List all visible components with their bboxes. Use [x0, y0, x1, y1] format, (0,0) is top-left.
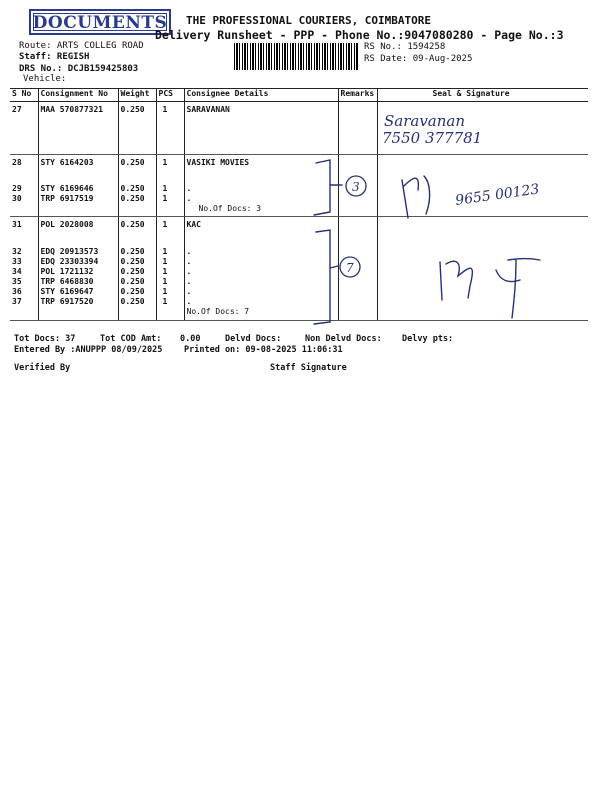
consignee-name: SARAVANAN — [184, 102, 338, 115]
rs-number: RS No.: 1594258 — [364, 42, 446, 52]
bracket-mark — [314, 160, 330, 215]
company-name: THE PROFESSIONAL COURIERS, COIMBATORE — [186, 14, 432, 27]
consignee-name: KAC — [184, 217, 338, 230]
table-row: 29 STY 6169646 0.250 1 . — [10, 184, 588, 194]
signature-scribble — [440, 261, 472, 300]
docs-count-label: No.Of Docs: 7 — [184, 307, 338, 320]
bracket-mark — [314, 230, 330, 324]
total-cod-label: Tot COD Amt: — [100, 334, 162, 344]
table-row: 37 TRP 6917520 0.250 1 . — [10, 297, 588, 307]
consignee-name: VASIKI MOVIES — [184, 154, 338, 167]
staff: Staff: REGISH — [19, 52, 90, 62]
table-row: 32 EDQ 20913573 0.250 1 . — [10, 247, 588, 257]
runsheet-title: Delivery Runsheet - PPP - Phone No.:9047080280 - Page No.:3 — [155, 28, 564, 42]
col-weight: Weight — [118, 89, 156, 102]
table-row: 35 TRP 6468830 0.250 1 . — [10, 277, 588, 287]
route: Route: ARTS COLLEG ROAD — [19, 41, 144, 51]
table-row: 36 STY 6169647 0.250 1 . — [10, 287, 588, 297]
handwritten-count-2: 7 — [346, 261, 354, 275]
rs-date: RS Date: 09-Aug-2025 — [364, 54, 473, 64]
staff-signature-label: Staff Signature — [270, 363, 347, 373]
total-docs: Tot Docs: 37 — [14, 334, 76, 344]
entered-by: Entered By :ANUPPP 08/09/2025 — [14, 345, 163, 355]
delivered-docs: Delvd Docs: — [225, 334, 282, 344]
verified-by: Verified By — [14, 363, 71, 373]
documents-stamp: DOCUMENTS — [29, 9, 171, 35]
vehicle: Vehicle: — [23, 74, 67, 84]
handwritten-name: Saravanan — [384, 112, 466, 130]
col-seal-signature: Seal & Signature — [377, 89, 588, 102]
table-row: 27 MAA 570877321 0.250 1 SARAVANAN — [10, 102, 588, 115]
delivery-points: Delvy pts: — [402, 334, 454, 344]
printed-on: Printed on: 09-08-2025 11:06:31 — [184, 345, 343, 355]
table-row: 34 POL 1721132 0.250 1 . — [10, 267, 588, 277]
handwritten-phone: 7550 377781 — [382, 129, 483, 147]
table-row: 31 POL 2028008 0.250 1 KAC — [10, 217, 588, 230]
col-consignee: Consignee Details — [184, 89, 338, 102]
handwritten-phone-2: 9655 00123 — [454, 181, 541, 209]
handwritten-count: 3 — [352, 180, 360, 194]
col-pcs: PCS — [156, 89, 184, 102]
docs-count-label: No.Of Docs: 3 — [184, 204, 338, 217]
total-cod-value: 0.00 — [180, 334, 201, 344]
signature-scribble — [402, 176, 430, 218]
table-row: 28 STY 6164203 0.250 1 VASIKI MOVIES — [10, 154, 588, 167]
table-row: 30 TRP 6917519 0.250 1 . — [10, 194, 588, 204]
non-delivered-docs: Non Delvd Docs: — [305, 334, 382, 344]
col-remarks: Remarks — [338, 89, 377, 102]
col-sno: S No — [10, 89, 38, 102]
drs-number: DRS No.: DCJB159425803 — [19, 64, 139, 74]
col-consignment: Consignment No — [38, 89, 118, 102]
table-row: 33 EDQ 23303394 0.250 1 . — [10, 257, 588, 267]
